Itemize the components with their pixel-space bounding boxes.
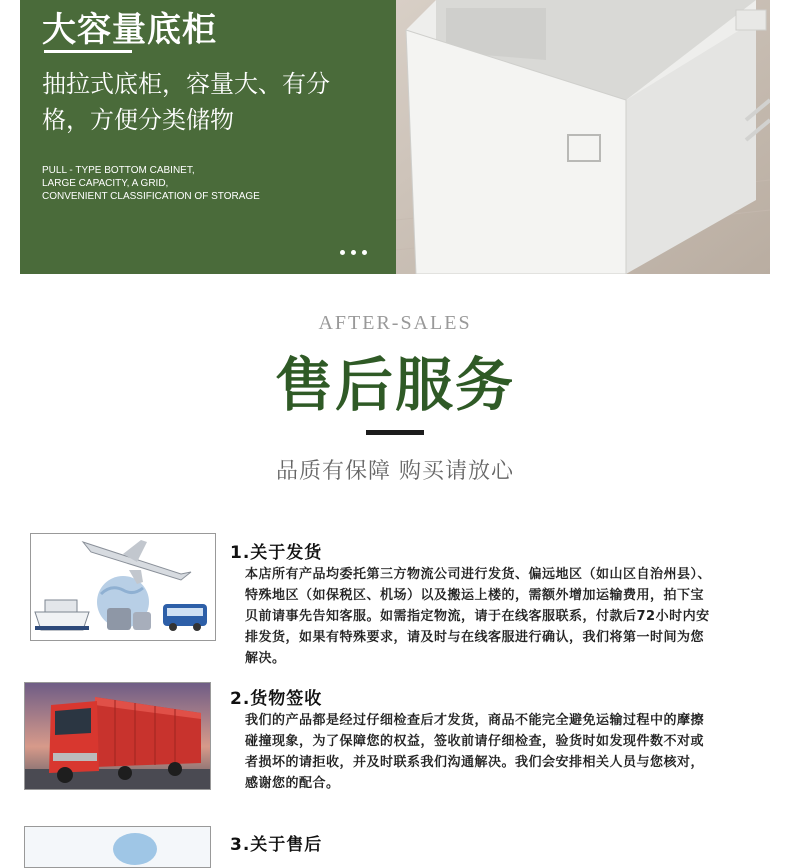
truck-photo <box>24 682 211 790</box>
banner-english-line: PULL - TYPE BOTTOM CABINET, <box>42 165 195 176</box>
banner-text-panel <box>20 0 396 274</box>
item-title-after-service: 3.关于售后 <box>230 835 323 855</box>
banner-title: 大容量底柜 <box>42 10 217 50</box>
after-sales-title: 售后服务 <box>274 351 515 419</box>
carousel-dot <box>340 250 345 255</box>
item-body-receipt: 我们的产品都是经过仔细检查后才发货，商品不能完全避免运输过程中的摩擦碰撞现象，为了保障您的权益，签收前请仔细检查，验货时如发现件数不对或者损坏的请拒收，并及时联系我们沟通解决。我们会安排相关人员与您核对，感谢您的配合。 <box>245 713 705 791</box>
drawer-cabinet-photo <box>396 0 770 274</box>
cabinet-banner <box>20 0 770 274</box>
item-title-shipping: 1.关于发货 <box>230 543 323 563</box>
banner-english-line: CONVENIENT CLASSIFICATION OF STORAGE <box>42 191 260 202</box>
banner-english-text <box>42 164 260 203</box>
title-divider <box>366 430 424 435</box>
quality-slogan: 品质有保障 购买请放心 <box>276 459 514 484</box>
banner-divider <box>44 50 132 53</box>
after-service-image <box>24 826 211 868</box>
banner-english-line: LARGE CAPACITY, A GRID, <box>42 178 169 189</box>
carousel-dot <box>351 250 356 255</box>
item-title-receipt: 2.货物签收 <box>230 689 323 709</box>
banner-subtitle: 抽拉式底柜，容量大、有分格，方便分类储物 <box>42 70 330 134</box>
item-body-shipping: 本店所有产品均委托第三方物流公司进行发货、偏远地区（如山区自治州县）、特殊地区（如保税区、机场）以及搬运上楼的，需额外增加运输费用，拍下宝贝前请事先告知客服。如需指定物流，请于在线客服联系，付款后72小时内安排发货，如果有特殊要求，请及时与在线客服进行确认，我们将第一时间为您解决。 <box>245 567 712 666</box>
shipping-illustration <box>30 533 216 641</box>
carousel-dot <box>362 250 367 255</box>
after-sales-english: AFTER-SALES <box>318 312 472 334</box>
carousel-dots <box>340 250 380 260</box>
